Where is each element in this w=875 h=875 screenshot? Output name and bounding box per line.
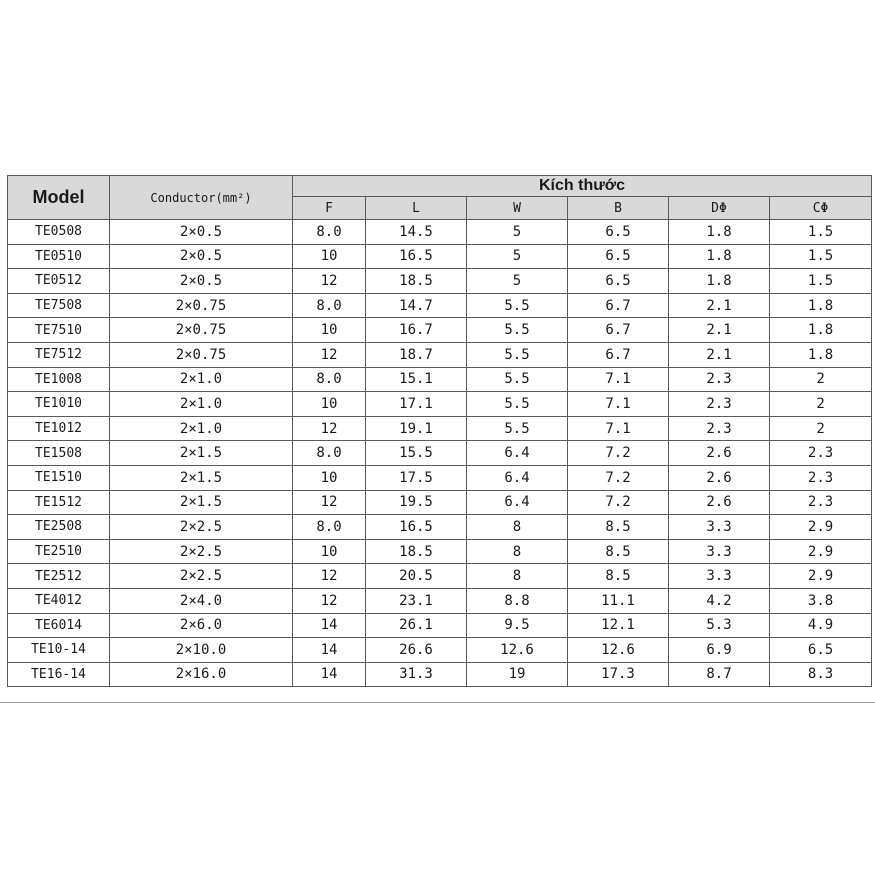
header-model: Model [8, 176, 110, 220]
cell-b: 6.5 [568, 220, 669, 245]
cell-conductor: 2×0.75 [110, 342, 293, 367]
cell-w: 8.8 [467, 588, 568, 613]
cell-conductor: 2×16.0 [110, 662, 293, 687]
table-row [8, 490, 872, 515]
cell-c-phi: 8.3 [770, 662, 872, 687]
cell-c-phi: 2 [770, 416, 872, 441]
table-row [8, 441, 872, 466]
cell-c-phi: 1.5 [770, 220, 872, 245]
cell-c-phi: 2.9 [770, 515, 872, 540]
header-col-d-phi: DΦ [669, 197, 770, 220]
table-row [8, 613, 872, 638]
cell-conductor: 2×1.5 [110, 441, 293, 466]
cell-l: 16.7 [366, 318, 467, 343]
cell-b: 11.1 [568, 588, 669, 613]
cell-f: 12 [293, 490, 366, 515]
cell-b: 6.5 [568, 244, 669, 269]
table-body [8, 220, 872, 687]
cell-f: 14 [293, 613, 366, 638]
cell-conductor: 2×0.75 [110, 318, 293, 343]
cell-c-phi: 1.8 [770, 318, 872, 343]
cell-f: 8.0 [293, 515, 366, 540]
cell-c-phi: 1.5 [770, 269, 872, 294]
header-conductor: Conductor(mm²) [110, 176, 293, 220]
cell-model: TE1008 [8, 367, 110, 392]
cell-f: 10 [293, 539, 366, 564]
cell-d-phi: 3.3 [669, 564, 770, 589]
cell-w: 8 [467, 539, 568, 564]
table-row [8, 318, 872, 343]
cell-model: TE16-14 [8, 662, 110, 687]
cell-c-phi: 1.8 [770, 293, 872, 318]
cell-conductor: 2×0.5 [110, 269, 293, 294]
cell-f: 8.0 [293, 441, 366, 466]
cell-model: TE7508 [8, 293, 110, 318]
cell-b: 6.7 [568, 293, 669, 318]
cell-model: TE0510 [8, 244, 110, 269]
cell-w: 8 [467, 564, 568, 589]
cell-d-phi: 3.3 [669, 539, 770, 564]
table-row [8, 539, 872, 564]
table-row [8, 392, 872, 417]
cell-model: TE2512 [8, 564, 110, 589]
cell-conductor: 2×1.0 [110, 367, 293, 392]
cell-w: 5.5 [467, 416, 568, 441]
cell-d-phi: 2.3 [669, 392, 770, 417]
header-dimensions: Kích thước [293, 176, 872, 197]
cell-conductor: 2×1.0 [110, 416, 293, 441]
cell-model: TE1508 [8, 441, 110, 466]
cell-c-phi: 3.8 [770, 588, 872, 613]
cell-conductor: 2×0.75 [110, 293, 293, 318]
cell-l: 18.7 [366, 342, 467, 367]
cell-d-phi: 2.6 [669, 490, 770, 515]
cell-w: 5 [467, 244, 568, 269]
cell-b: 6.7 [568, 342, 669, 367]
cell-b: 8.5 [568, 515, 669, 540]
header-col-b: B [568, 197, 669, 220]
cell-b: 7.1 [568, 392, 669, 417]
table-row [8, 220, 872, 245]
cell-conductor: 2×1.0 [110, 392, 293, 417]
cell-w: 6.4 [467, 490, 568, 515]
header-col-f: F [293, 197, 366, 220]
bottom-divider [0, 702, 875, 703]
cell-l: 16.5 [366, 515, 467, 540]
cell-b: 12.1 [568, 613, 669, 638]
cell-model: TE7510 [8, 318, 110, 343]
cell-b: 7.2 [568, 441, 669, 466]
cell-model: TE1010 [8, 392, 110, 417]
cell-c-phi: 2.9 [770, 539, 872, 564]
cell-f: 14 [293, 662, 366, 687]
cell-l: 26.6 [366, 638, 467, 663]
cell-conductor: 2×2.5 [110, 564, 293, 589]
table-row [8, 416, 872, 441]
cell-c-phi: 1.5 [770, 244, 872, 269]
cell-l: 23.1 [366, 588, 467, 613]
cell-f: 12 [293, 564, 366, 589]
cell-conductor: 2×1.5 [110, 490, 293, 515]
cell-d-phi: 1.8 [669, 220, 770, 245]
cell-model: TE10-14 [8, 638, 110, 663]
cell-f: 10 [293, 465, 366, 490]
cell-b: 7.2 [568, 490, 669, 515]
cell-l: 18.5 [366, 269, 467, 294]
cell-model: TE0508 [8, 220, 110, 245]
cell-model: TE1012 [8, 416, 110, 441]
cell-conductor: 2×0.5 [110, 244, 293, 269]
cell-l: 15.1 [366, 367, 467, 392]
cell-d-phi: 2.1 [669, 342, 770, 367]
cell-l: 20.5 [366, 564, 467, 589]
cell-conductor: 2×1.5 [110, 465, 293, 490]
cell-conductor: 2×4.0 [110, 588, 293, 613]
cell-d-phi: 4.2 [669, 588, 770, 613]
cell-f: 8.0 [293, 367, 366, 392]
cell-conductor: 2×6.0 [110, 613, 293, 638]
table-row [8, 465, 872, 490]
cell-model: TE0512 [8, 269, 110, 294]
cell-l: 19.5 [366, 490, 467, 515]
cell-w: 6.4 [467, 441, 568, 466]
cell-c-phi: 2.3 [770, 465, 872, 490]
header-col-l: L [366, 197, 467, 220]
cell-l: 14.5 [366, 220, 467, 245]
cell-model: TE2510 [8, 539, 110, 564]
cell-d-phi: 8.7 [669, 662, 770, 687]
cell-conductor: 2×0.5 [110, 220, 293, 245]
cell-w: 9.5 [467, 613, 568, 638]
table-row [8, 269, 872, 294]
table-row [8, 638, 872, 663]
cell-f: 8.0 [293, 293, 366, 318]
cell-w: 5.5 [467, 367, 568, 392]
cell-w: 5.5 [467, 342, 568, 367]
cell-c-phi: 1.8 [770, 342, 872, 367]
cell-b: 12.6 [568, 638, 669, 663]
cell-model: TE1512 [8, 490, 110, 515]
dimensions-table [7, 175, 872, 687]
cell-d-phi: 2.6 [669, 441, 770, 466]
cell-b: 8.5 [568, 564, 669, 589]
table-row [8, 564, 872, 589]
cell-w: 19 [467, 662, 568, 687]
cell-f: 12 [293, 269, 366, 294]
cell-d-phi: 6.9 [669, 638, 770, 663]
header-col-w: W [467, 197, 568, 220]
cell-l: 31.3 [366, 662, 467, 687]
cell-d-phi: 3.3 [669, 515, 770, 540]
table-row [8, 293, 872, 318]
cell-d-phi: 2.3 [669, 416, 770, 441]
cell-b: 7.1 [568, 367, 669, 392]
cell-w: 5.5 [467, 293, 568, 318]
table-row [8, 367, 872, 392]
table-row [8, 244, 872, 269]
cell-model: TE4012 [8, 588, 110, 613]
cell-l: 19.1 [366, 416, 467, 441]
cell-l: 26.1 [366, 613, 467, 638]
cell-conductor: 2×10.0 [110, 638, 293, 663]
cell-c-phi: 6.5 [770, 638, 872, 663]
cell-c-phi: 2 [770, 367, 872, 392]
header-col-c-phi: CΦ [770, 197, 872, 220]
cell-f: 12 [293, 588, 366, 613]
cell-c-phi: 2 [770, 392, 872, 417]
cell-d-phi: 2.6 [669, 465, 770, 490]
cell-c-phi: 2.3 [770, 441, 872, 466]
cell-b: 8.5 [568, 539, 669, 564]
cell-l: 16.5 [366, 244, 467, 269]
cell-model: TE1510 [8, 465, 110, 490]
cell-c-phi: 2.9 [770, 564, 872, 589]
cell-l: 17.1 [366, 392, 467, 417]
cell-l: 15.5 [366, 441, 467, 466]
cell-conductor: 2×2.5 [110, 539, 293, 564]
cell-f: 10 [293, 392, 366, 417]
cell-b: 6.7 [568, 318, 669, 343]
table-row [8, 662, 872, 687]
cell-w: 8 [467, 515, 568, 540]
cell-conductor: 2×2.5 [110, 515, 293, 540]
cell-d-phi: 2.3 [669, 367, 770, 392]
cell-d-phi: 2.1 [669, 293, 770, 318]
table-row [8, 588, 872, 613]
cell-c-phi: 4.9 [770, 613, 872, 638]
cell-f: 14 [293, 638, 366, 663]
cell-l: 14.7 [366, 293, 467, 318]
cell-model: TE6014 [8, 613, 110, 638]
cell-b: 17.3 [568, 662, 669, 687]
cell-w: 5 [467, 269, 568, 294]
cell-d-phi: 2.1 [669, 318, 770, 343]
cell-b: 6.5 [568, 269, 669, 294]
cell-d-phi: 5.3 [669, 613, 770, 638]
cell-model: TE7512 [8, 342, 110, 367]
table-row [8, 515, 872, 540]
cell-w: 5.5 [467, 318, 568, 343]
cell-d-phi: 1.8 [669, 244, 770, 269]
cell-l: 18.5 [366, 539, 467, 564]
cell-f: 12 [293, 416, 366, 441]
cell-d-phi: 1.8 [669, 269, 770, 294]
cell-w: 6.4 [467, 465, 568, 490]
cell-w: 5 [467, 220, 568, 245]
cell-model: TE2508 [8, 515, 110, 540]
cell-f: 12 [293, 342, 366, 367]
cell-w: 5.5 [467, 392, 568, 417]
cell-l: 17.5 [366, 465, 467, 490]
cell-b: 7.1 [568, 416, 669, 441]
cell-c-phi: 2.3 [770, 490, 872, 515]
table-row [8, 342, 872, 367]
cell-f: 10 [293, 244, 366, 269]
cell-w: 12.6 [467, 638, 568, 663]
cell-b: 7.2 [568, 465, 669, 490]
cell-f: 10 [293, 318, 366, 343]
cell-f: 8.0 [293, 220, 366, 245]
